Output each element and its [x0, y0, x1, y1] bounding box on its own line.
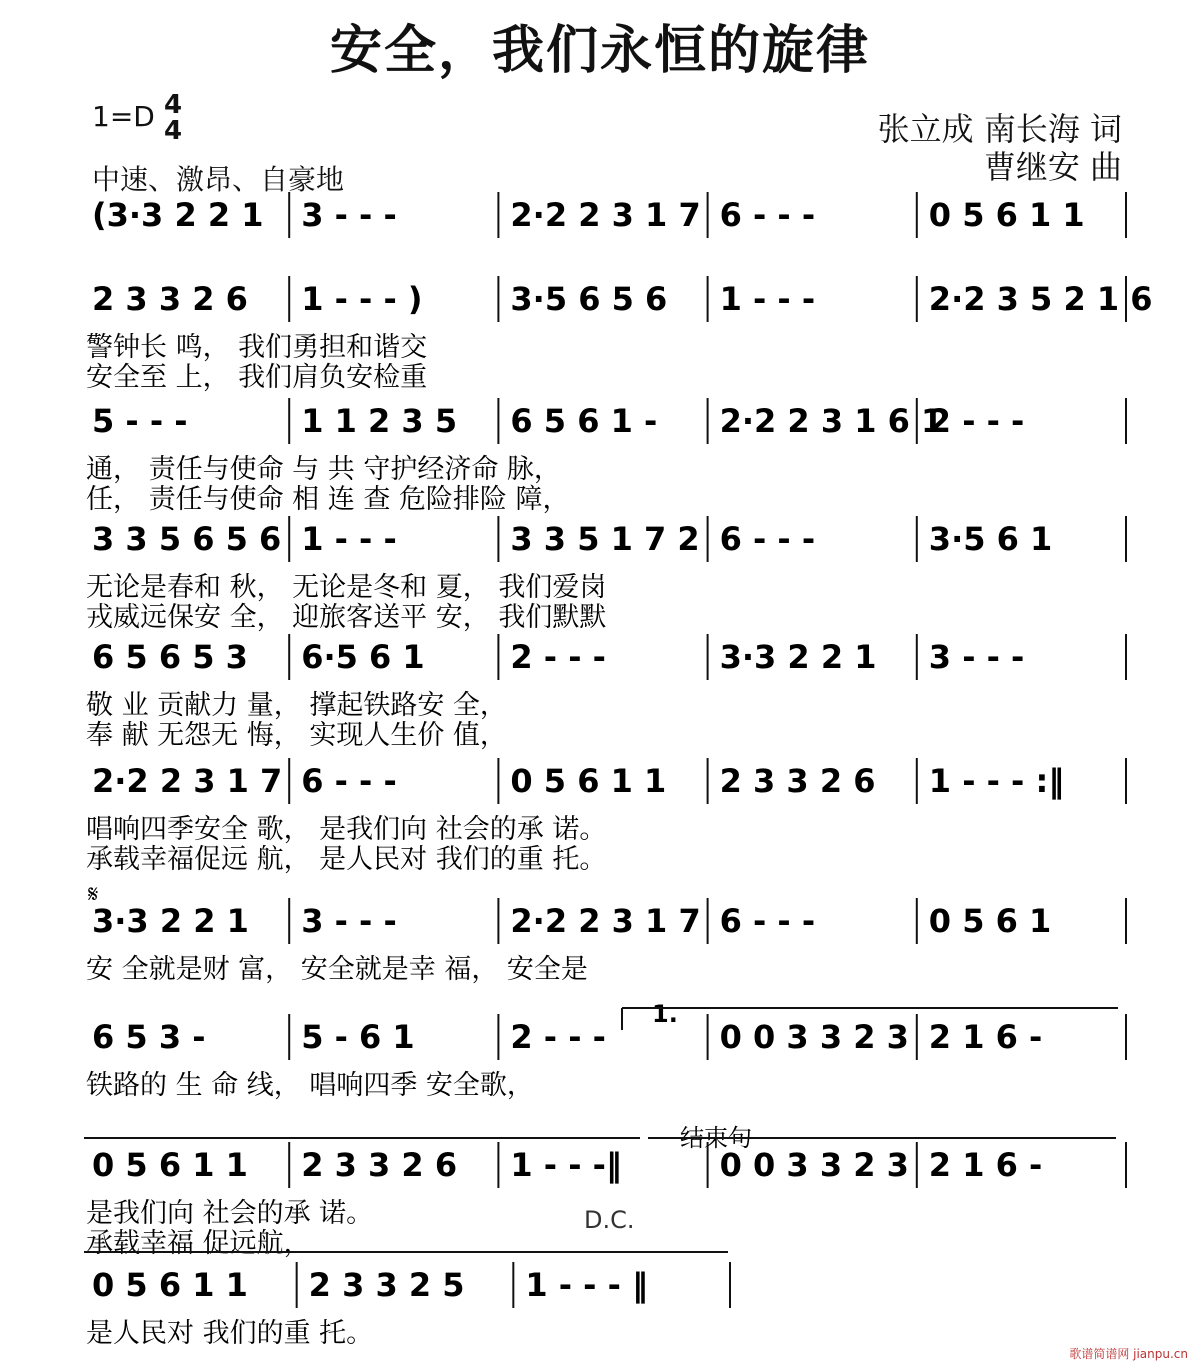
composer-credit: 曹继安 曲	[983, 148, 1122, 186]
measure-notes: 5 - 6 1	[301, 1018, 415, 1056]
measure-notes: 0 0 3 3 2 3	[719, 1018, 909, 1056]
measure-notes: 0 0 3 3 2 3	[719, 1146, 909, 1184]
measure-notes: 2 - - -	[928, 402, 1025, 440]
measure-notes: 3 3 5 1 7 2	[510, 520, 700, 558]
lyric-line: 通， 责任与使命 与 共 守护经济命 脉，	[86, 454, 561, 485]
measure-notes: 3 - - -	[301, 196, 397, 234]
segno-mark: 𝄋	[88, 880, 99, 908]
measure-notes: 2 1 6 -	[928, 1018, 1043, 1056]
tempo-marking: 中速、激昂、自豪地	[92, 163, 345, 196]
measure-notes: 1 - - -	[301, 520, 397, 558]
measure-notes: 2 3 3 2 6	[301, 1146, 458, 1184]
measure-notes: 3·3 2 2 1	[92, 902, 249, 940]
measure-notes: 2·2 2 3 1 6 1	[719, 402, 944, 440]
measure-notes: 5 - - -	[92, 402, 188, 440]
key-signature: 1=D	[92, 100, 155, 133]
measure-notes: 0 5 6 1	[928, 902, 1052, 940]
measure-notes: 3 - - -	[928, 638, 1025, 676]
measure-notes: 2·2 3 5 2 1 6	[928, 280, 1153, 318]
coda-label: 结束句	[680, 1124, 752, 1152]
lyric-line: 是人民对 我们的重 托。	[86, 1318, 374, 1349]
lyric-line: 敬 业 贡献力 量， 撑起铁路安 全，	[86, 690, 507, 721]
measure-notes: 6 - - -	[719, 196, 816, 234]
time-signature-top: 4	[163, 90, 183, 120]
lyric-line: 安全至 上， 我们肩负安检重	[86, 362, 428, 393]
song-title: 安全，我们永恒的旋律	[329, 21, 870, 81]
measure-notes: 2 3 3 2 5	[308, 1266, 465, 1304]
measure-notes: 0 5 6 1 1	[510, 762, 667, 800]
measure-notes: 2·2 2 3 1 7	[92, 762, 283, 800]
time-signature-bottom: 4	[163, 116, 183, 146]
measure-notes: 3 - - -	[301, 902, 397, 940]
measure-notes: 1 - - - ‖	[525, 1266, 649, 1304]
measure-notes: 1 1 2 3 5	[301, 402, 458, 440]
measure-notes: 6 - - -	[719, 520, 816, 558]
lyric-line: 是我们向 社会的承 诺。	[86, 1198, 374, 1229]
measure-notes: 3·3 2 2 1	[719, 638, 877, 676]
measure-notes: 0 5 6 1 1	[928, 196, 1085, 234]
measure-notes: 6 5 6 5 3	[92, 638, 248, 676]
dc-label: D.C.	[584, 1206, 635, 1234]
lyric-line: 无论是春和 秋， 无论是冬和 夏， 我们爱岗	[86, 572, 607, 603]
lyric-line: 承载幸福促远 航， 是人民对 我们的重 托。	[86, 844, 607, 875]
lyric-line: 奉 献 无怨无 悔， 实现人生价 值，	[86, 720, 507, 751]
measure-notes: 6 - - -	[301, 762, 397, 800]
measure-notes: 2 3 3 2 6	[719, 762, 876, 800]
measure-notes: 0 5 6 1 1	[92, 1146, 248, 1184]
measure-notes: 1 - - - )	[301, 280, 423, 318]
measure-notes: 2 - - -	[510, 638, 606, 676]
measure-notes: 1 - - -‖	[510, 1146, 622, 1184]
volta-1-label: 1.	[652, 1000, 678, 1028]
measure-notes: 2 1 6 -	[928, 1146, 1043, 1184]
measure-notes: 3·5 6 5 6	[510, 280, 668, 318]
lyric-line: 警钟长 鸣， 我们勇担和谐交	[86, 332, 428, 363]
measure-notes: 3 3 5 6 5 6	[92, 520, 282, 558]
lyric-line: 承载幸福 促远航，	[86, 1228, 311, 1259]
watermark: 歌谱简谱网 jianpu.cn	[1069, 1347, 1188, 1361]
lyric-line: 铁路的 生 命 线， 唱响四季 安全歌，	[86, 1070, 534, 1101]
measure-notes: 6 5 6 1 -	[510, 402, 658, 440]
measure-notes: 2 3 3 2 6	[92, 280, 248, 318]
measure-notes: 2·2 2 3 1 7	[510, 902, 701, 940]
measure-notes: 6 5 3 -	[92, 1018, 206, 1056]
lyric-line: 任， 责任与使命 相 连 查 危险排险 障，	[86, 484, 570, 515]
measure-notes: 2 - - -	[510, 1018, 606, 1056]
lyric-line: 安 全就是财 富， 安全就是幸 福， 安全是	[86, 954, 588, 985]
measure-notes: 0 5 6 1 1	[92, 1266, 248, 1304]
measure-notes: 1 - - - :‖	[928, 762, 1065, 800]
measure-notes: 2·2 2 3 1 7	[510, 196, 701, 234]
lyric-line: 戎威远保安 全， 迎旅客送平 安， 我们默默	[86, 602, 607, 633]
lyricist-credit: 张立成 南长海 词	[877, 110, 1122, 148]
measure-notes: (3·3 2 2 1	[92, 196, 264, 234]
measure-notes: 1 - - -	[719, 280, 816, 318]
measure-notes: 3·5 6 1	[928, 520, 1053, 558]
measure-notes: 6·5 6 1	[301, 638, 425, 676]
measure-notes: 6 - - -	[719, 902, 816, 940]
lyric-line: 唱响四季安全 歌， 是我们向 社会的承 诺。	[86, 814, 607, 845]
